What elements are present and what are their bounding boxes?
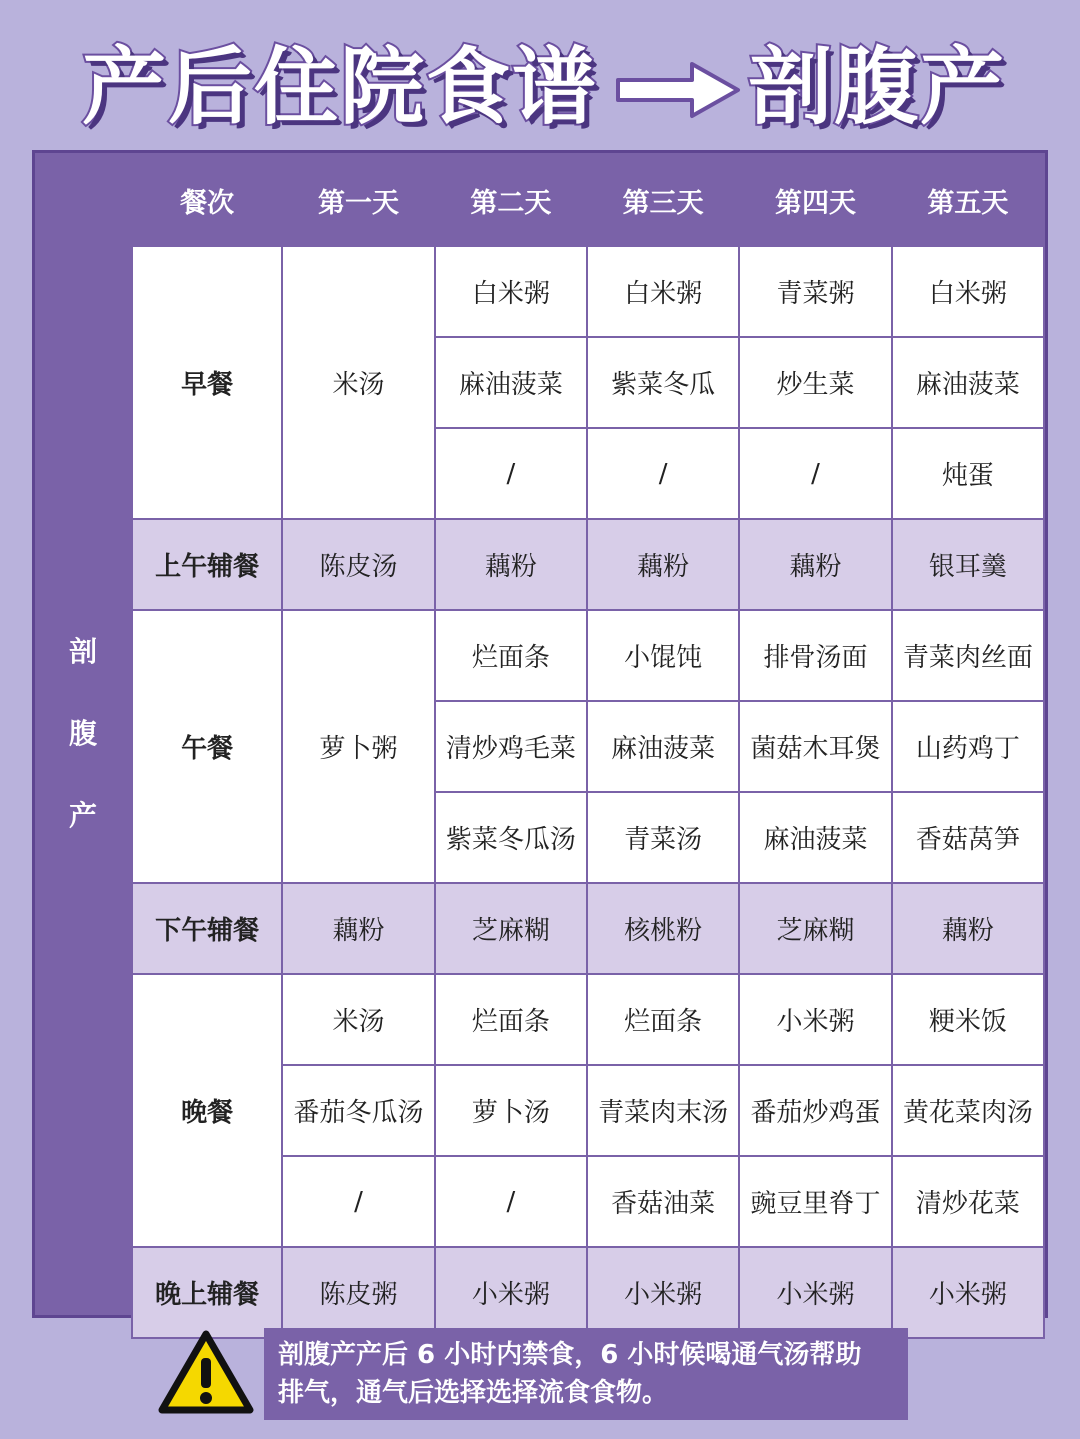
table-cell: 藕粉 bbox=[435, 519, 587, 610]
table-cell: / bbox=[435, 1156, 587, 1247]
table-cell: 萝卜粥 bbox=[282, 610, 434, 883]
table-cell: 青菜汤 bbox=[587, 792, 739, 883]
table-cell: 番茄冬瓜汤 bbox=[282, 1065, 434, 1156]
table-cell: 藕粉 bbox=[739, 519, 891, 610]
table-cell: 清炒鸡毛菜 bbox=[435, 701, 587, 792]
table-cell: 藕粉 bbox=[282, 883, 434, 974]
table-row bbox=[132, 974, 1044, 1065]
meal-label-afternoon-snack: 下午辅餐 bbox=[132, 883, 282, 974]
table-cell: 陈皮粥 bbox=[282, 1247, 434, 1338]
table-cell: 黄花菜肉汤 bbox=[892, 1065, 1044, 1156]
table-cell: 小米粥 bbox=[739, 1247, 891, 1338]
table-row bbox=[132, 519, 1044, 610]
table-cell: 白米粥 bbox=[587, 246, 739, 337]
table-cell: 芝麻糊 bbox=[435, 883, 587, 974]
table-cell: 小米粥 bbox=[435, 1247, 587, 1338]
title-banner bbox=[0, 22, 1080, 152]
table-cell: 萝卜汤 bbox=[435, 1065, 587, 1156]
notice-line: 排气，通气后选择选择流食食物。 bbox=[278, 1378, 669, 1408]
table-cell: 麻油菠菜 bbox=[435, 337, 587, 428]
side-label-char: 产 bbox=[68, 799, 97, 832]
table-cell: 麻油菠菜 bbox=[587, 701, 739, 792]
table-cell: / bbox=[587, 428, 739, 519]
side-label-char: 剖 bbox=[68, 635, 97, 668]
meal-label-dinner: 晚餐 bbox=[132, 974, 282, 1247]
table-cell: / bbox=[435, 428, 587, 519]
table-cell: 白米粥 bbox=[435, 246, 587, 337]
table-cell: 山药鸡丁 bbox=[892, 701, 1044, 792]
menu-table-container bbox=[32, 150, 1048, 1318]
header-day5: 第五天 bbox=[892, 154, 1044, 246]
header-meal: 餐次 bbox=[132, 154, 282, 246]
side-label bbox=[35, 153, 131, 1315]
table-cell: 藕粉 bbox=[892, 883, 1044, 974]
table-cell: 粳米饭 bbox=[892, 974, 1044, 1065]
meal-label-breakfast: 早餐 bbox=[132, 246, 282, 519]
table-row bbox=[132, 246, 1044, 337]
table-cell: 核桃粉 bbox=[587, 883, 739, 974]
table-cell: / bbox=[739, 428, 891, 519]
table-cell: 米汤 bbox=[282, 974, 434, 1065]
warning-icon bbox=[158, 1328, 254, 1416]
table-cell: 豌豆里脊丁 bbox=[739, 1156, 891, 1247]
right-arrow-icon bbox=[614, 58, 742, 122]
header-day1: 第一天 bbox=[282, 154, 434, 246]
table-cell: 小米粥 bbox=[587, 1247, 739, 1338]
table-cell: 菌菇木耳煲 bbox=[739, 701, 891, 792]
table-cell: 小米粥 bbox=[892, 1247, 1044, 1338]
meal-label-morning-snack: 上午辅餐 bbox=[132, 519, 282, 610]
table-cell: 炒生菜 bbox=[739, 337, 891, 428]
table-row bbox=[132, 883, 1044, 974]
table-cell: 青菜肉丝面 bbox=[892, 610, 1044, 701]
table-cell: 烂面条 bbox=[587, 974, 739, 1065]
table-cell: 小米粥 bbox=[739, 974, 891, 1065]
meal-label-night-snack: 晚上辅餐 bbox=[132, 1247, 282, 1338]
table-cell: 香菇油菜 bbox=[587, 1156, 739, 1247]
table-cell: 排骨汤面 bbox=[739, 610, 891, 701]
table-cell: 烂面条 bbox=[435, 610, 587, 701]
table-cell: 芝麻糊 bbox=[739, 883, 891, 974]
table-cell: 麻油菠菜 bbox=[892, 337, 1044, 428]
table-cell: 番茄炒鸡蛋 bbox=[739, 1065, 891, 1156]
menu-table bbox=[131, 153, 1045, 1339]
notice-line: 剖腹产产后 6 小时内禁食，6 小时候喝通气汤帮助 bbox=[278, 1340, 862, 1370]
table-cell: 炖蛋 bbox=[892, 428, 1044, 519]
header-day3: 第三天 bbox=[587, 154, 739, 246]
table-row bbox=[132, 1247, 1044, 1338]
table-cell: 清炒花菜 bbox=[892, 1156, 1044, 1247]
table-cell: 陈皮汤 bbox=[282, 519, 434, 610]
meal-label-lunch: 午餐 bbox=[132, 610, 282, 883]
table-cell: / bbox=[282, 1156, 434, 1247]
table-cell: 银耳羹 bbox=[892, 519, 1044, 610]
header-day2: 第二天 bbox=[435, 154, 587, 246]
table-cell: 烂面条 bbox=[435, 974, 587, 1065]
notice-box bbox=[264, 1328, 908, 1420]
table-cell: 小馄饨 bbox=[587, 610, 739, 701]
table-cell: 香菇莴笋 bbox=[892, 792, 1044, 883]
table-cell: 米汤 bbox=[282, 246, 434, 519]
table-cell: 紫菜冬瓜 bbox=[587, 337, 739, 428]
page-subtitle: 剖腹产 bbox=[748, 38, 1007, 136]
table-cell: 紫菜冬瓜汤 bbox=[435, 792, 587, 883]
page-title: 产后住院食谱 bbox=[82, 38, 599, 136]
table-cell: 青菜粥 bbox=[739, 246, 891, 337]
table-cell: 麻油菠菜 bbox=[739, 792, 891, 883]
table-row bbox=[132, 610, 1044, 701]
table-cell: 藕粉 bbox=[587, 519, 739, 610]
side-label-char: 腹 bbox=[68, 717, 97, 750]
table-cell: 青菜肉末汤 bbox=[587, 1065, 739, 1156]
header-day4: 第四天 bbox=[739, 154, 891, 246]
header-row bbox=[132, 154, 1044, 246]
table-cell: 白米粥 bbox=[892, 246, 1044, 337]
